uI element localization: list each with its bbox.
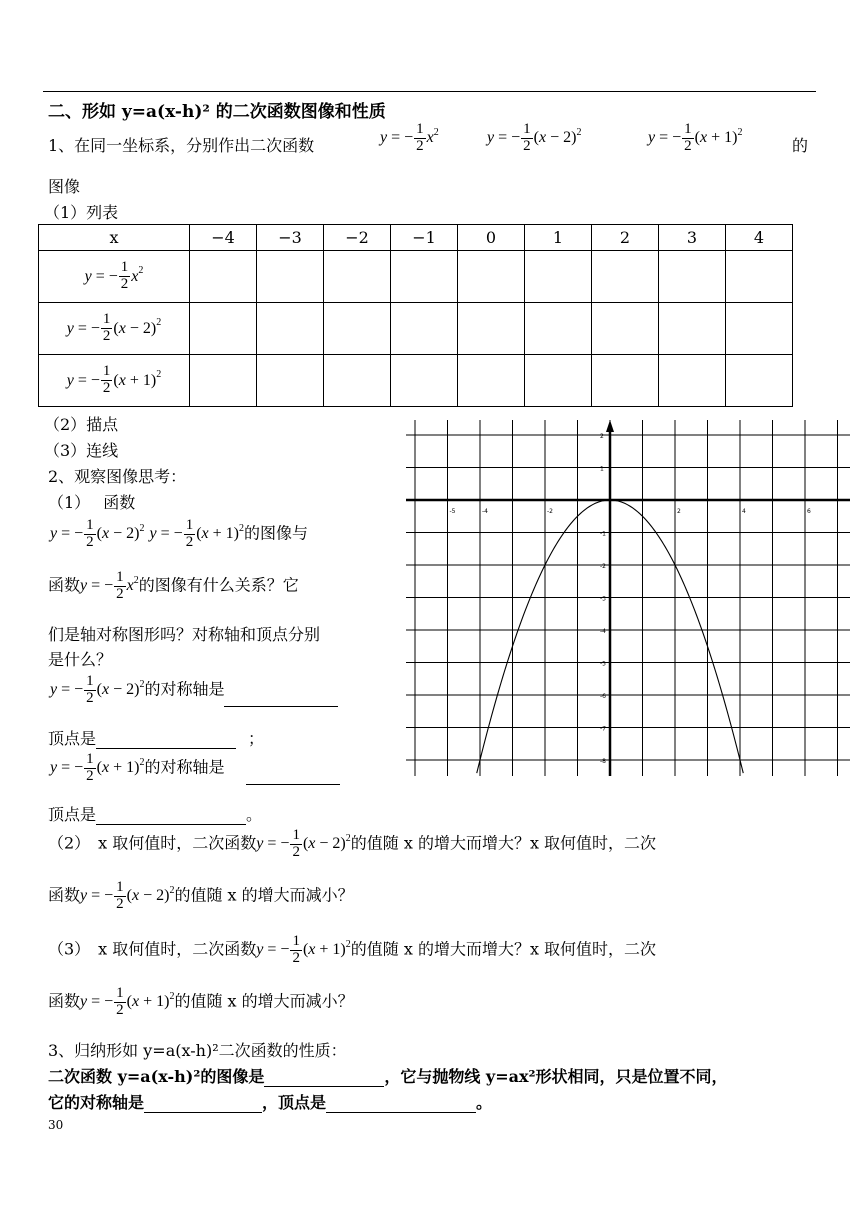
vertex-label-1: 顶点是 <box>48 729 97 748</box>
table-cell[interactable] <box>190 355 257 407</box>
x-tick-label: 6 <box>807 508 811 515</box>
axis-label-1: 的对称轴是 <box>144 679 225 699</box>
q2-p3-b: 的值随 x 的增大而增大？x 取何值时，二次 <box>350 939 657 959</box>
table-header-cell: 4 <box>726 225 793 251</box>
table-header-cell: 0 <box>458 225 525 251</box>
table-cell[interactable] <box>324 303 391 355</box>
q1-prefix: 1、在同一坐标系，分别作出二次函数 <box>48 136 315 155</box>
q2-p2-d: 的值随 x 的增大而减小？ <box>174 885 354 905</box>
q2-p3-line2: 函数y = − $\frac{1}{2}$ ( x + 1) 2 的值随 x 的增大而减小？ <box>48 985 354 1018</box>
q3-title: 3、归纳形如 y=a(x-h)²二次函数的性质： <box>48 1041 347 1060</box>
table-cell[interactable] <box>190 251 257 303</box>
table-header-row <box>39 225 793 251</box>
table-header-cell: −3 <box>257 225 324 251</box>
table-cell[interactable] <box>592 303 659 355</box>
q3-line2-c: 。 <box>476 1093 493 1112</box>
y-axis-arrow-icon <box>606 420 614 432</box>
x-tick-label: 2 <box>677 508 681 515</box>
coordinate-graph[interactable] <box>406 420 850 776</box>
x-tick-label: 4 <box>742 508 746 515</box>
vertex-question-1 <box>48 726 264 749</box>
table-cell[interactable] <box>659 303 726 355</box>
step-plot-points: （2）描点 <box>44 415 119 434</box>
axis-label-2: 的对称轴是 <box>144 757 225 777</box>
q2-p3-a: （3） x 取何值时，二次函数 <box>48 939 257 959</box>
q2-p1-label: （1） 函数 <box>48 493 136 512</box>
row-label-f3: y = − $\frac{1}{2}$ ( x + 1) 2 <box>39 355 190 407</box>
section-title: 二、形如 y=a(x-h)² 的二次函数图像和性质 <box>48 102 386 122</box>
y-tick-label: -1 <box>600 530 606 538</box>
table-cell[interactable] <box>190 303 257 355</box>
table-header-x: x <box>39 225 190 251</box>
q3-line1-b: ，它与抛物线 y=ax²形状相同，只是位置不同， <box>384 1067 728 1086</box>
x-tick-label: -2 <box>547 508 553 515</box>
q2-p3-c: 函数 <box>48 991 81 1011</box>
y-tick-label: -2 <box>600 563 606 570</box>
table-row-f2 <box>39 303 793 355</box>
table-header-cell: 3 <box>659 225 726 251</box>
table-cell[interactable] <box>324 355 391 407</box>
table-cell[interactable] <box>592 251 659 303</box>
table-cell[interactable] <box>525 251 592 303</box>
row-label-f1: y = − $\frac{1}{2}$ x 2 <box>39 251 190 303</box>
axis-question-1: y = − $\frac{1}{2}$ ( x − 2) 2 的对称轴是 <box>50 674 338 707</box>
axis-blank-1[interactable] <box>224 705 338 707</box>
table-cell[interactable] <box>257 251 324 303</box>
table-cell[interactable] <box>458 355 525 407</box>
q3-line2 <box>48 1090 492 1113</box>
formula-f3: y = − $\frac{1}{2}$ ( x + 1) 2 <box>648 121 743 154</box>
table-cell[interactable] <box>458 303 525 355</box>
q2-p2-b: 的值随 x 的增大而增大？x 取何值时，二次 <box>350 833 657 853</box>
table-header-cell: 2 <box>592 225 659 251</box>
formula-f1: y = − $\frac{1}{2}$ x 2 <box>380 121 439 154</box>
table-cell[interactable] <box>257 303 324 355</box>
y-tick-label: -8 <box>600 758 606 765</box>
y-tick-label: -6 <box>600 693 606 700</box>
q2-p2-a: （2） x 取何值时，二次函数 <box>48 833 257 853</box>
x-tick-label: -4 <box>482 508 488 515</box>
x-tick-label: -5 <box>449 508 456 515</box>
q2-p1-text-c: 们是轴对称图形吗？对称轴和顶点分别 <box>48 625 321 644</box>
q3-line2-b: ，顶点是 <box>262 1093 327 1112</box>
q3-blank-1[interactable] <box>264 1085 384 1087</box>
row-label-f2: y = − $\frac{1}{2}$ ( x − 2) 2 <box>39 303 190 355</box>
y-tick-label: -7 <box>600 725 606 733</box>
value-table <box>38 224 793 407</box>
vertex-blank-2[interactable] <box>96 823 246 825</box>
step-list-table: （1）列表 <box>44 203 119 222</box>
q2-p1-text-d: 是什么？ <box>48 650 113 669</box>
semicolon: ； <box>248 729 265 748</box>
table-row-f3 <box>39 355 793 407</box>
vertex-label-2: 顶点是 <box>48 805 97 824</box>
q2-p3-line1: （3） x 取何值时，二次函数y = − $\frac{1}{2}$ ( x + 1) 2 的值随 x 的增大而增大？x 取何值时，二次 <box>48 933 657 966</box>
table-header-cell: 1 <box>525 225 592 251</box>
table-header-cell: −4 <box>190 225 257 251</box>
table-cell[interactable] <box>726 355 793 407</box>
q2-p2-c: 函数 <box>48 885 81 905</box>
y-tick-label: 1 <box>600 465 604 473</box>
axis-question-2: y = − $\frac{1}{2}$ ( x + 1) 2 的对称轴是 <box>50 752 340 785</box>
y-tick-label: -5 <box>600 660 606 668</box>
top-rule <box>43 91 816 92</box>
table-cell[interactable] <box>391 251 458 303</box>
table-cell[interactable] <box>726 303 793 355</box>
q3-line2-a: 它的对称轴是 <box>48 1093 145 1112</box>
q2-p1-line-a: y = − $\frac{1}{2}$ ( x − 2) 2 y = − $\frac{1}{2}$ ( x + 1) 2 的图像与 <box>50 517 309 550</box>
table-cell[interactable] <box>458 251 525 303</box>
table-header-cell: −1 <box>391 225 458 251</box>
table-header-cell: −2 <box>324 225 391 251</box>
formula-f2: y = − $\frac{1}{2}$ ( x − 2) 2 <box>487 121 582 154</box>
vertex-question-2 <box>48 802 262 825</box>
table-cell[interactable] <box>525 303 592 355</box>
q2-p1-line-b: 函数y = − $\frac{1}{2}$ x 2 的图像有什么关系？它 <box>48 569 299 602</box>
table-cell[interactable] <box>659 355 726 407</box>
q3-line1 <box>48 1064 728 1087</box>
q2-p3-d: 的值随 x 的增大而减小？ <box>174 991 354 1011</box>
q2-p2-line2: 函数y = − $\frac{1}{2}$ ( x − 2) 2 的值随 x 的增大而减小？ <box>48 879 354 912</box>
vertex-blank-1[interactable] <box>96 747 236 749</box>
y-tick-label: 2 <box>600 433 604 440</box>
period: 。 <box>246 805 263 824</box>
q1-line2: 图像 <box>48 177 81 196</box>
step-connect: （3）连线 <box>44 441 119 460</box>
table-cell[interactable] <box>324 251 391 303</box>
q2-p1-text-b-prefix: 函数 <box>48 575 81 595</box>
q3-line1-a: 二次函数 y=a(x-h)²的图像是 <box>48 1067 265 1086</box>
table-cell[interactable] <box>659 251 726 303</box>
table-cell[interactable] <box>525 355 592 407</box>
table-cell[interactable] <box>257 355 324 407</box>
table-row-f1 <box>39 251 793 303</box>
table-cell[interactable] <box>391 355 458 407</box>
q3-blank-2[interactable] <box>144 1111 262 1113</box>
table-cell[interactable] <box>391 303 458 355</box>
table-cell[interactable] <box>592 355 659 407</box>
q2-title: 2、观察图像思考： <box>48 467 187 486</box>
y-tick-label: -4 <box>600 628 606 635</box>
axis-blank-2[interactable] <box>246 783 340 785</box>
q2-p2-line1: （2） x 取何值时，二次函数y = − $\frac{1}{2}$ ( x − 2) 2 的值随 x 的增大而增大？x 取何值时，二次 <box>48 827 657 860</box>
table-cell[interactable] <box>726 251 793 303</box>
q2-p1-text-a: 的图像与 <box>244 523 309 543</box>
q3-blank-3[interactable] <box>326 1111 476 1113</box>
y-tick-label: -3 <box>600 595 606 603</box>
page-number: 30 <box>48 1118 64 1132</box>
q1-suffix: 的 <box>792 136 809 155</box>
q2-p1-text-b-suffix: 的图像有什么关系？它 <box>138 575 299 595</box>
